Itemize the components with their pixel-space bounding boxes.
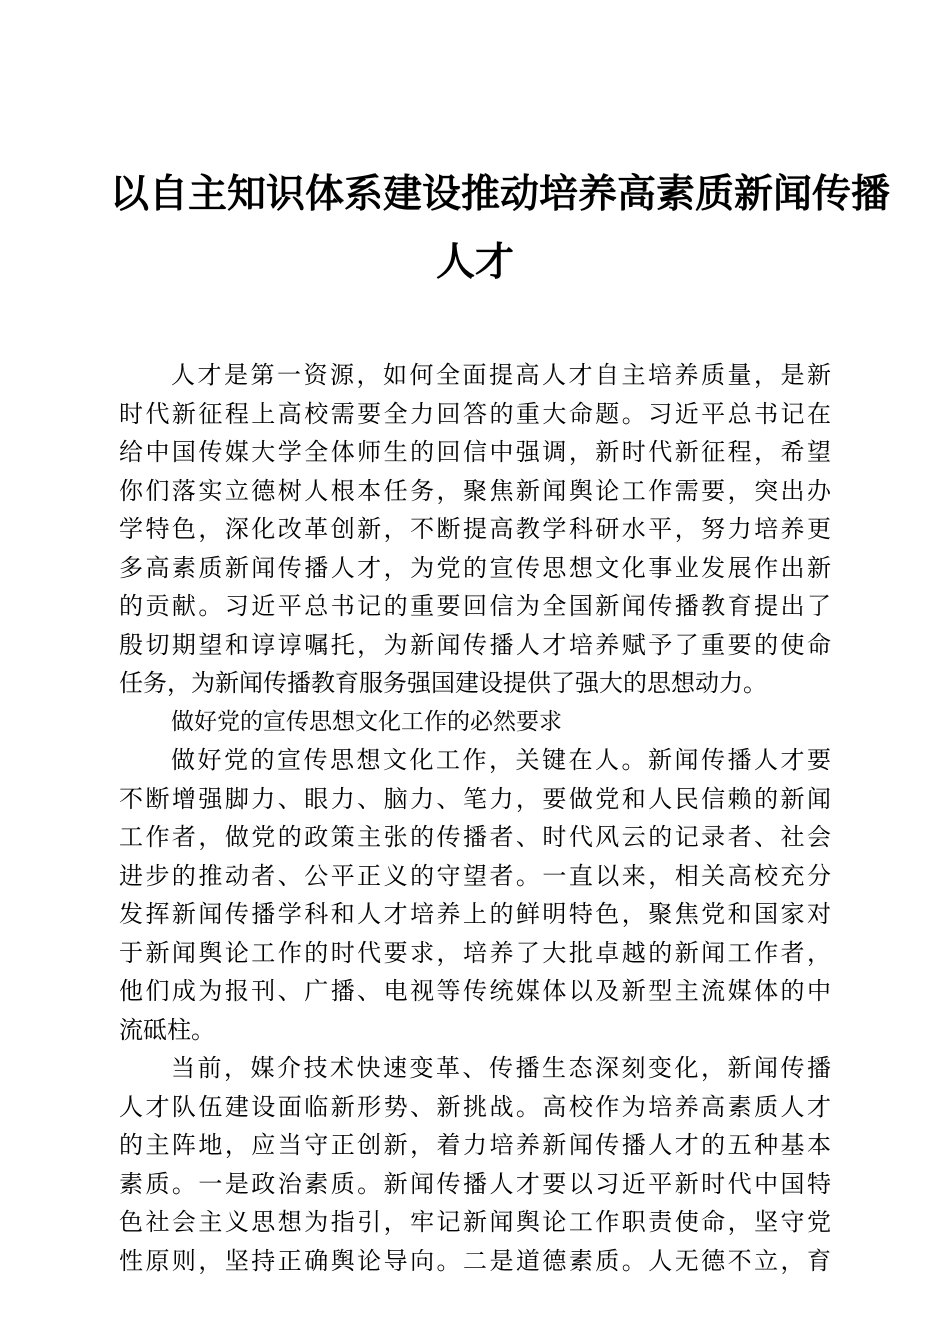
body-text-line: 于新闻舆论工作的时代要求，培养了大批卓越的新闻工作者， bbox=[119, 938, 831, 967]
body-text-line: 多高素质新闻传播人才，为党的宣传思想文化事业发展作出新 bbox=[119, 553, 831, 582]
body-text-line: 给中国传媒大学全体师生的回信中强调，新时代新征程，希望 bbox=[119, 438, 831, 466]
body-text-line: 进步的推动者、公平正义的守望者。一直以来，相关高校充分 bbox=[119, 861, 831, 890]
body-text-line: 学特色，深化改革创新，不断提高教学科研水平，努力培养更 bbox=[119, 515, 831, 543]
document-body bbox=[119, 356, 831, 1280]
body-text-line: 工作者，做党的政策主张的传播者、时代风云的记录者、社会 bbox=[119, 823, 831, 851]
body-text-line: 时代新征程上高校需要全力回答的重大命题。习近平总书记在 bbox=[119, 399, 831, 428]
body-text-line: 人才队伍建设面临新形势、新挑战。高校作为培养高素质人才 bbox=[119, 1092, 831, 1121]
body-text-line: 色社会主义思想为指引，牢记新闻舆论工作职责使命，坚守党 bbox=[119, 1208, 831, 1236]
document-title-line-1: 以自主知识体系建设推动培养高素质新闻传播 bbox=[110, 171, 891, 217]
body-text-line: 任务，为新闻传播教育服务强国建设提供了强大的思想动力。 bbox=[119, 669, 767, 697]
body-text-line: 人才是第一资源，如何全面提高人才自主培养质量，是新 bbox=[171, 361, 831, 389]
body-text-line: 发挥新闻传播学科和人才培养上的鲜明特色，聚焦党和国家对 bbox=[119, 900, 831, 928]
body-text-line: 的贡献。习近平总书记的重要回信为全国新闻传播教育提出了 bbox=[119, 592, 831, 620]
document-title-line-2: 人才 bbox=[435, 239, 514, 285]
body-text-line: 不断增强脚力、眼力、脑力、笔力，要做党和人民信赖的新闻 bbox=[119, 784, 831, 813]
body-text-line: 你们落实立德树人根本任务，聚焦新闻舆论工作需要，突出办 bbox=[119, 476, 831, 505]
body-text-line: 流砥柱。 bbox=[119, 1015, 215, 1044]
body-text-line: 殷切期望和谆谆嘱托，为新闻传播人才培养赋予了重要的使命 bbox=[119, 630, 831, 659]
body-text-line: 素质。一是政治素质。新闻传播人才要以习近平新时代中国特 bbox=[119, 1169, 831, 1198]
body-text-line: 的主阵地，应当守正创新，着力培养新闻传播人才的五种基本 bbox=[119, 1131, 831, 1159]
body-text-line: 他们成为报刊、广播、电视等传统媒体以及新型主流媒体的中 bbox=[119, 977, 831, 1005]
section-heading: 做好党的宣传思想文化工作的必然要求 bbox=[171, 708, 562, 735]
body-text-line: 性原则，坚持正确舆论导向。二是道德素质。人无德不立，育 bbox=[119, 1246, 831, 1275]
body-text-line: 做好党的宣传思想文化工作，关键在人。新闻传播人才要 bbox=[171, 746, 831, 774]
body-text-line: 当前，媒介技术快速变革、传播生态深刻变化，新闻传播 bbox=[171, 1054, 831, 1082]
